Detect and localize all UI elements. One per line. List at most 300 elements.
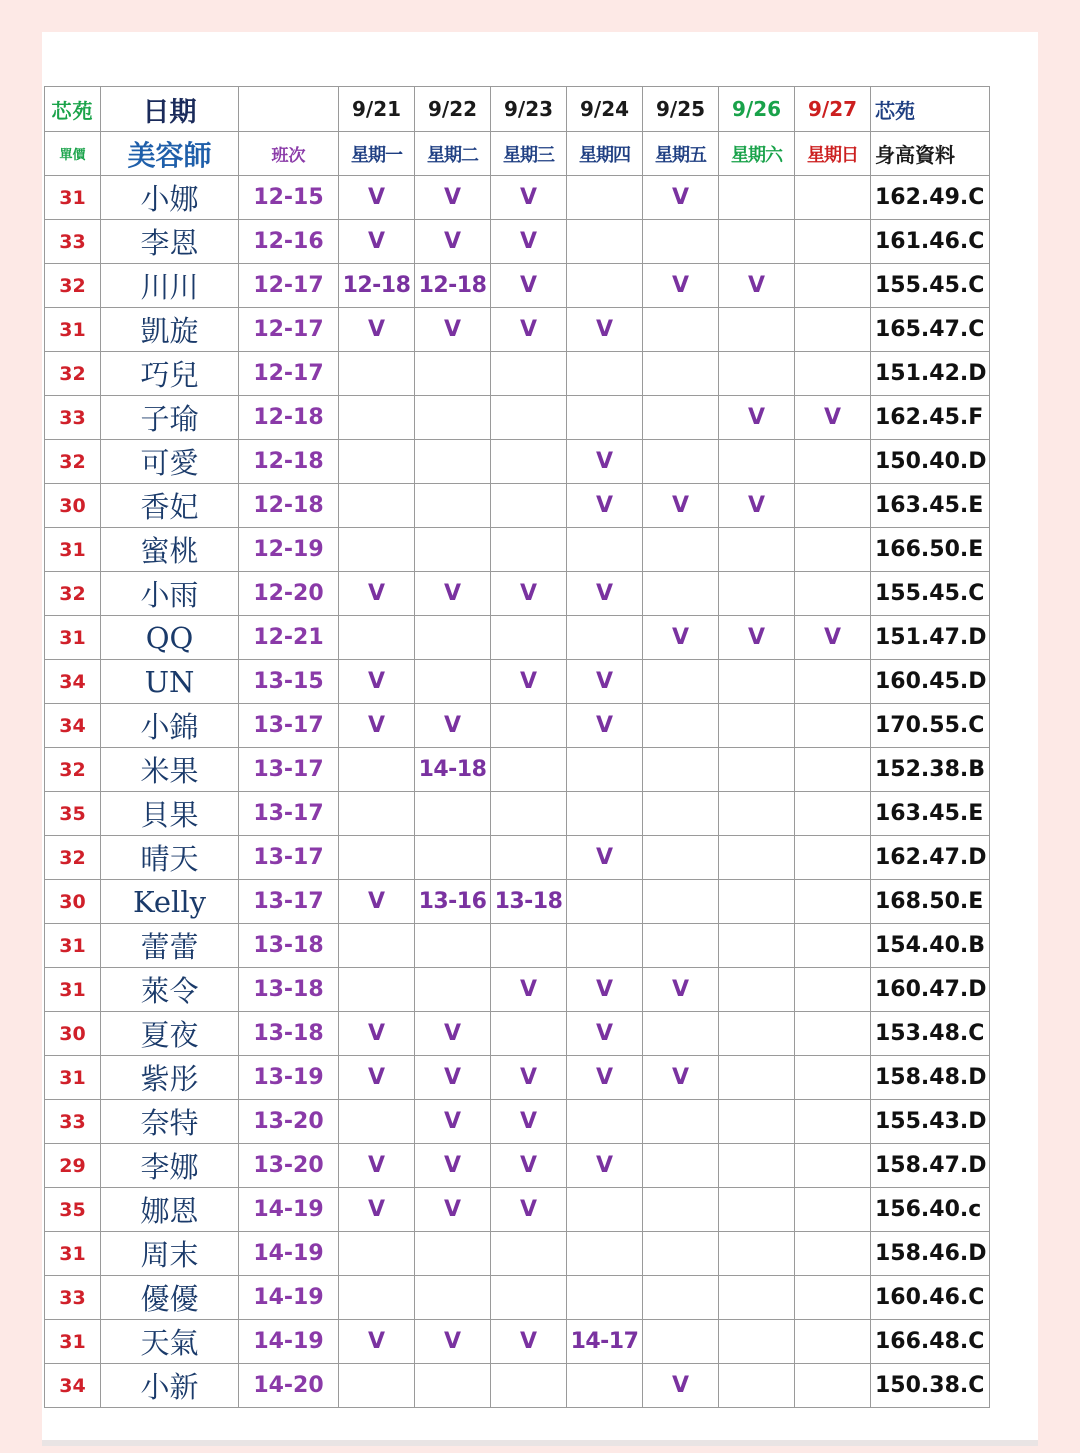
unit-price-cell: 30 [45,1012,101,1056]
beautician-name-cell: 蜜桃 [101,528,239,572]
height-info-cell: 158.47.D [871,1144,990,1188]
day-mark-cell [339,748,415,792]
height-info-cell: 153.48.C [871,1012,990,1056]
unit-price-cell: 31 [45,176,101,220]
day-mark-cell [643,396,719,440]
day-mark-cell [339,792,415,836]
beautician-name-cell: 紫彤 [101,1056,239,1100]
beautician-name-cell: 貝果 [101,792,239,836]
day-mark-cell: V [415,572,491,616]
day-mark-cell [491,1276,567,1320]
beautician-name-cell: 周末 [101,1232,239,1276]
table-row [45,616,990,660]
day-mark-cell [643,836,719,880]
height-info-cell: 161.46.C [871,220,990,264]
day-mark-cell: V [567,484,643,528]
shift-cell: 14-19 [239,1320,339,1364]
day-mark-cell: V [491,176,567,220]
height-info-cell: 170.55.C [871,704,990,748]
day-mark-cell: V [795,396,871,440]
height-info-cell: 158.48.D [871,1056,990,1100]
day-mark-cell: 14-17 [567,1320,643,1364]
day-mark-cell: 14-18 [415,748,491,792]
day-mark-cell: V [339,1144,415,1188]
empty-header-cell [239,87,339,132]
unit-price-cell: 35 [45,1188,101,1232]
beautician-name-cell: 巧兒 [101,352,239,396]
beautician-name-cell: 娜恩 [101,1188,239,1232]
unit-price-cell: 29 [45,1144,101,1188]
shift-cell: 13-15 [239,660,339,704]
day-date-7: 9/27 [795,87,871,132]
day-mark-cell: V [643,968,719,1012]
beautician-name-cell: Kelly [101,880,239,924]
table-row [45,176,990,220]
day-mark-cell [643,880,719,924]
unit-price-cell: 31 [45,1232,101,1276]
unit-price-cell: 35 [45,792,101,836]
beautician-name-cell: UN [101,660,239,704]
day-mark-cell [643,1012,719,1056]
height-info-cell: 151.47.D [871,616,990,660]
header-row-labels [45,132,990,176]
day-mark-cell [567,1364,643,1408]
beautician-name-cell: 天氣 [101,1320,239,1364]
day-mark-cell [415,1364,491,1408]
day-mark-cell [643,1276,719,1320]
shift-cell: 13-17 [239,704,339,748]
height-info-cell: 158.46.D [871,1232,990,1276]
day-mark-cell: V [719,484,795,528]
weekday-2: 星期二 [415,132,491,176]
day-mark-cell [339,968,415,1012]
day-mark-cell [339,836,415,880]
day-mark-cell [567,1188,643,1232]
day-mark-cell [719,1364,795,1408]
beautician-name-cell: 小錦 [101,704,239,748]
day-mark-cell: V [491,1100,567,1144]
unit-price-cell: 32 [45,264,101,308]
shift-cell: 12-16 [239,220,339,264]
day-mark-cell [795,1276,871,1320]
table-row [45,220,990,264]
height-info-cell: 160.47.D [871,968,990,1012]
unit-price-cell: 33 [45,220,101,264]
day-mark-cell [795,176,871,220]
day-mark-cell [719,1276,795,1320]
day-mark-cell [339,616,415,660]
day-mark-cell [567,396,643,440]
day-date-2: 9/22 [415,87,491,132]
day-mark-cell [491,528,567,572]
day-mark-cell [719,308,795,352]
beautician-name-cell: 米果 [101,748,239,792]
day-mark-cell: V [567,308,643,352]
day-mark-cell [339,396,415,440]
day-mark-cell: V [491,1144,567,1188]
day-mark-cell [643,352,719,396]
weekday-4: 星期四 [567,132,643,176]
table-row [45,836,990,880]
day-mark-cell: 13-16 [415,880,491,924]
day-mark-cell: V [339,220,415,264]
shift-cell: 12-17 [239,308,339,352]
shift-cell: 13-18 [239,1012,339,1056]
day-mark-cell [643,220,719,264]
table-row [45,572,990,616]
day-mark-cell [415,836,491,880]
day-mark-cell [795,792,871,836]
beautician-name-cell: 川川 [101,264,239,308]
day-mark-cell: 13-18 [491,880,567,924]
beautician-name-cell: 晴天 [101,836,239,880]
height-info-cell: 154.40.B [871,924,990,968]
day-mark-cell: V [643,1364,719,1408]
day-mark-cell [795,748,871,792]
day-mark-cell [339,352,415,396]
table-row [45,1100,990,1144]
day-mark-cell [567,528,643,572]
day-mark-cell: V [795,616,871,660]
day-mark-cell: 12-18 [415,264,491,308]
day-mark-cell: V [415,220,491,264]
shift-cell: 12-17 [239,352,339,396]
height-info-cell: 150.38.C [871,1364,990,1408]
table-row [45,484,990,528]
day-mark-cell: V [491,220,567,264]
day-mark-cell [339,1276,415,1320]
shift-cell: 13-17 [239,748,339,792]
day-mark-cell [795,1056,871,1100]
day-mark-cell [795,1012,871,1056]
shift-cell: 14-19 [239,1232,339,1276]
unit-price-cell: 31 [45,616,101,660]
shift-cell: 13-17 [239,880,339,924]
day-mark-cell [567,264,643,308]
table-row [45,1276,990,1320]
day-mark-cell: V [339,880,415,924]
day-mark-cell: V [491,660,567,704]
day-mark-cell [795,1232,871,1276]
shift-cell: 12-20 [239,572,339,616]
day-mark-cell: V [339,660,415,704]
day-mark-cell [567,1276,643,1320]
beautician-name-cell: 李娜 [101,1144,239,1188]
weekday-5: 星期五 [643,132,719,176]
day-mark-cell [795,528,871,572]
day-mark-cell: V [415,704,491,748]
weekday-3: 星期三 [491,132,567,176]
height-info-cell: 162.47.D [871,836,990,880]
day-mark-cell [339,1100,415,1144]
unit-price-cell: 33 [45,396,101,440]
day-mark-cell [415,352,491,396]
day-mark-cell: V [339,704,415,748]
table-row [45,352,990,396]
day-mark-cell [567,176,643,220]
day-mark-cell [795,880,871,924]
beautician-name-cell: QQ [101,616,239,660]
table-row [45,968,990,1012]
table-row [45,880,990,924]
day-mark-cell: V [567,1012,643,1056]
day-mark-cell [491,1364,567,1408]
day-mark-cell [415,924,491,968]
day-mark-cell [719,1012,795,1056]
day-mark-cell: V [415,1188,491,1232]
height-info-cell: 152.38.B [871,748,990,792]
unit-price-cell: 32 [45,748,101,792]
day-mark-cell [491,616,567,660]
day-mark-cell [567,220,643,264]
day-mark-cell [567,1100,643,1144]
day-mark-cell [719,1144,795,1188]
day-mark-cell: V [719,264,795,308]
day-mark-cell: V [491,968,567,1012]
day-mark-cell: V [719,396,795,440]
day-mark-cell: V [339,176,415,220]
day-mark-cell: V [567,836,643,880]
day-mark-cell [795,484,871,528]
unit-price-cell: 32 [45,352,101,396]
day-mark-cell: V [567,572,643,616]
table-row [45,792,990,836]
weekday-7: 星期日 [795,132,871,176]
height-info-cell: 155.45.C [871,264,990,308]
day-mark-cell [719,440,795,484]
sheet-shadow [42,1440,1038,1446]
day-mark-cell [415,660,491,704]
day-mark-cell: V [339,1320,415,1364]
height-info-cell: 156.40.c [871,1188,990,1232]
height-info-cell: 162.49.C [871,176,990,220]
weekday-6: 星期六 [719,132,795,176]
beautician-name-cell: 優優 [101,1276,239,1320]
shift-cell: 12-18 [239,396,339,440]
day-mark-cell [567,352,643,396]
weekday-1: 星期一 [339,132,415,176]
brand-label-left: 芯苑 [45,87,101,132]
day-mark-cell [567,748,643,792]
day-mark-cell: V [415,308,491,352]
day-mark-cell: V [339,308,415,352]
day-mark-cell [491,748,567,792]
day-mark-cell [795,1320,871,1364]
day-mark-cell [643,1320,719,1364]
day-mark-cell: V [339,1056,415,1100]
day-mark-cell [795,308,871,352]
height-info-cell: 160.45.D [871,660,990,704]
day-mark-cell [719,924,795,968]
day-mark-cell [415,528,491,572]
day-date-4: 9/24 [567,87,643,132]
table-row [45,1188,990,1232]
height-info-cell: 155.43.D [871,1100,990,1144]
beautician-name-cell: 可愛 [101,440,239,484]
day-mark-cell [719,704,795,748]
day-mark-cell: V [491,1056,567,1100]
unit-price-cell: 31 [45,1056,101,1100]
day-mark-cell: V [491,1188,567,1232]
height-info-cell: 165.47.C [871,308,990,352]
day-date-1: 9/21 [339,87,415,132]
table-row [45,1320,990,1364]
schedule-table [44,86,990,1408]
table-row [45,1364,990,1408]
table-row [45,924,990,968]
beautician-name-cell: 凱旋 [101,308,239,352]
shift-cell: 12-18 [239,440,339,484]
day-mark-cell: V [491,572,567,616]
day-mark-cell [795,660,871,704]
day-mark-cell [339,1364,415,1408]
day-mark-cell [643,924,719,968]
height-info-label: 身高資料 [871,132,990,176]
day-mark-cell [795,1100,871,1144]
day-date-5: 9/25 [643,87,719,132]
day-date-6: 9/26 [719,87,795,132]
table-row [45,440,990,484]
day-mark-cell [491,1012,567,1056]
day-mark-cell [643,308,719,352]
day-mark-cell: V [415,1056,491,1100]
beautician-name-cell: 子瑜 [101,396,239,440]
shift-cell: 13-18 [239,924,339,968]
day-mark-cell [719,572,795,616]
beautician-label: 美容師 [101,132,239,176]
shift-cell: 12-19 [239,528,339,572]
table-row [45,1012,990,1056]
day-mark-cell [491,352,567,396]
unit-price-label: 單價 [45,132,101,176]
day-mark-cell [719,176,795,220]
day-mark-cell [719,1320,795,1364]
table-row [45,308,990,352]
day-mark-cell [415,1276,491,1320]
day-mark-cell [491,704,567,748]
day-mark-cell [491,440,567,484]
beautician-name-cell: 李恩 [101,220,239,264]
day-mark-cell: V [567,440,643,484]
shift-cell: 13-17 [239,836,339,880]
day-mark-cell: V [491,1320,567,1364]
unit-price-cell: 32 [45,572,101,616]
day-mark-cell [415,968,491,1012]
day-mark-cell [491,924,567,968]
beautician-name-cell: 小新 [101,1364,239,1408]
unit-price-cell: 30 [45,880,101,924]
day-mark-cell: V [719,616,795,660]
day-mark-cell [795,572,871,616]
day-mark-cell [339,484,415,528]
day-mark-cell [643,1232,719,1276]
table-row [45,660,990,704]
shift-cell: 13-20 [239,1144,339,1188]
day-mark-cell [795,220,871,264]
day-mark-cell [719,1056,795,1100]
day-mark-cell [491,484,567,528]
day-mark-cell: V [567,1144,643,1188]
table-row [45,704,990,748]
shift-cell: 14-20 [239,1364,339,1408]
table-row [45,1144,990,1188]
unit-price-cell: 32 [45,440,101,484]
shift-label: 班次 [239,132,339,176]
day-mark-cell [719,968,795,1012]
unit-price-cell: 31 [45,308,101,352]
day-mark-cell: V [415,1012,491,1056]
day-mark-cell [643,748,719,792]
shift-cell: 13-20 [239,1100,339,1144]
day-mark-cell [719,1188,795,1232]
day-mark-cell [719,836,795,880]
shift-cell: 13-19 [239,1056,339,1100]
unit-price-cell: 32 [45,836,101,880]
day-mark-cell [795,1364,871,1408]
day-mark-cell [567,924,643,968]
height-info-cell: 168.50.E [871,880,990,924]
shift-cell: 13-17 [239,792,339,836]
height-info-cell: 162.45.F [871,396,990,440]
day-mark-cell [567,792,643,836]
day-mark-cell: V [415,1100,491,1144]
day-mark-cell [795,1144,871,1188]
day-mark-cell: V [643,176,719,220]
day-mark-cell: V [415,176,491,220]
table-row [45,528,990,572]
table-row [45,1056,990,1100]
day-mark-cell [719,748,795,792]
beautician-name-cell: 夏夜 [101,1012,239,1056]
day-mark-cell [491,1232,567,1276]
day-mark-cell: V [567,704,643,748]
shift-cell: 12-21 [239,616,339,660]
day-mark-cell: V [643,264,719,308]
day-mark-cell [795,836,871,880]
height-info-cell: 160.46.C [871,1276,990,1320]
beautician-name-cell: 小娜 [101,176,239,220]
day-mark-cell: V [339,572,415,616]
unit-price-cell: 34 [45,660,101,704]
unit-price-cell: 33 [45,1100,101,1144]
day-mark-cell: V [491,264,567,308]
day-mark-cell [795,440,871,484]
height-info-cell: 155.45.C [871,572,990,616]
day-mark-cell [719,220,795,264]
day-mark-cell: V [415,1144,491,1188]
day-mark-cell [491,396,567,440]
unit-price-cell: 34 [45,704,101,748]
day-mark-cell: V [339,1188,415,1232]
shift-cell: 12-17 [239,264,339,308]
day-mark-cell [795,1188,871,1232]
day-mark-cell [339,528,415,572]
unit-price-cell: 31 [45,528,101,572]
day-mark-cell [795,968,871,1012]
day-mark-cell [339,924,415,968]
height-info-cell: 166.48.C [871,1320,990,1364]
table-row [45,1232,990,1276]
date-label: 日期 [101,87,239,132]
day-mark-cell [719,1100,795,1144]
day-mark-cell [643,704,719,748]
day-mark-cell [795,704,871,748]
day-mark-cell [339,1232,415,1276]
day-mark-cell [643,792,719,836]
shift-cell: 12-18 [239,484,339,528]
beautician-name-cell: 奈特 [101,1100,239,1144]
day-date-3: 9/23 [491,87,567,132]
